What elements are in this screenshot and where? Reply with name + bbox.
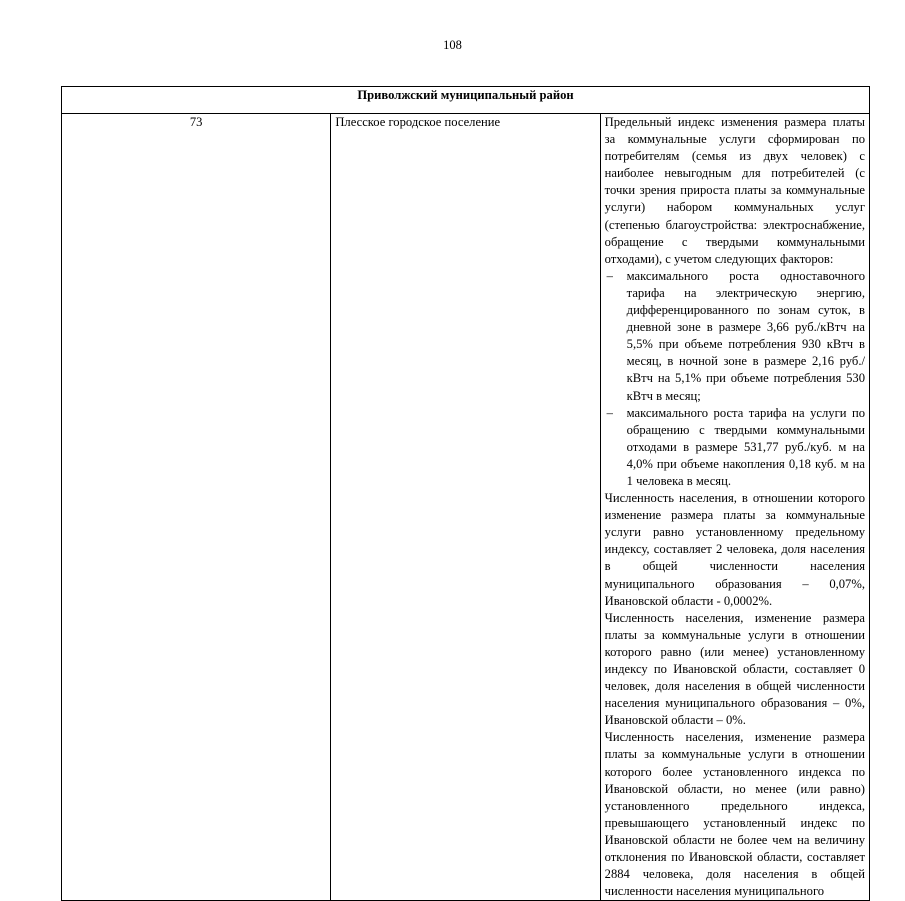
list-item xyxy=(605,405,865,490)
list-item xyxy=(605,268,865,405)
factor-list xyxy=(605,268,865,490)
region-header-row xyxy=(62,87,870,114)
list-item-text: максимального роста тарифа на услуги по обращению с твердыми коммунальными отходами в размере 531,77 руб./куб. м на 4,0% при объеме накопления 0,18 куб. м на 1 человека в месяц. xyxy=(626,405,865,488)
population-paragraph-1: Численность населения, в отношении которого изменение размера платы за коммунальные услуги равно установленному предельному индексу, составляет 2 человека, доля населения в общей численности населения муниципального образования – 0,07%, Ивановской области - 0,0002%. xyxy=(604,491,865,608)
row-number: 73 xyxy=(62,114,331,901)
population-paragraph-3: Численность населения, изменение размера платы за коммунальные услуги в отношении которого более установленного индекса по Ивановской области, но менее (или равно) установленного предельного индекса, превышающего установленный индекс по Ивановской области не более чем на величину отклонения по Ивановской области, составляет 2884 человека, доля населения в общей численности населения муниципального xyxy=(604,730,865,899)
page-number: 108 xyxy=(443,38,462,52)
dash-marker: – xyxy=(606,268,613,283)
intro-paragraph: Предельный индекс изменения размера платы за коммунальные услуги сформирован по потребителям (семья из двух человек) с наиболее невыгодным для потребителей (с точки зрения прироста платы за коммунальные услуги) набором коммунальных услуг (степенью благоустройства: электроснабжение, обращение с твердыми коммунальными отходами), с учетом следующих факторов: xyxy=(604,115,865,266)
population-paragraph-2: Численность населения, изменение размера платы за коммунальные услуги в отношении которого равно (или менее) установленному индексу по Ивановской области, составляет 0 человек, доля населения в общей численности населения муниципального образования – 0%, Ивановской области – 0%. xyxy=(604,610,865,728)
description-cell xyxy=(600,114,869,901)
list-item-text: максимального роста одноставочного тарифа на электрическую энергию, дифференцированного по зонам суток, в дневной зоне в размере 3,66 руб./кВтч на 5,5% при объеме потребления 930 кВтч в месяц, в ночной зоне в размере 2,16 руб./кВтч на 5,1% при объеме потребления 530 кВтч в месяц; xyxy=(626,268,865,403)
document-table xyxy=(61,86,870,901)
municipality-name: Плесское городское поселение xyxy=(331,114,600,901)
region-header: Приволжский муниципальный район xyxy=(62,87,870,114)
table-row xyxy=(62,114,870,901)
dash-marker: – xyxy=(606,405,613,420)
